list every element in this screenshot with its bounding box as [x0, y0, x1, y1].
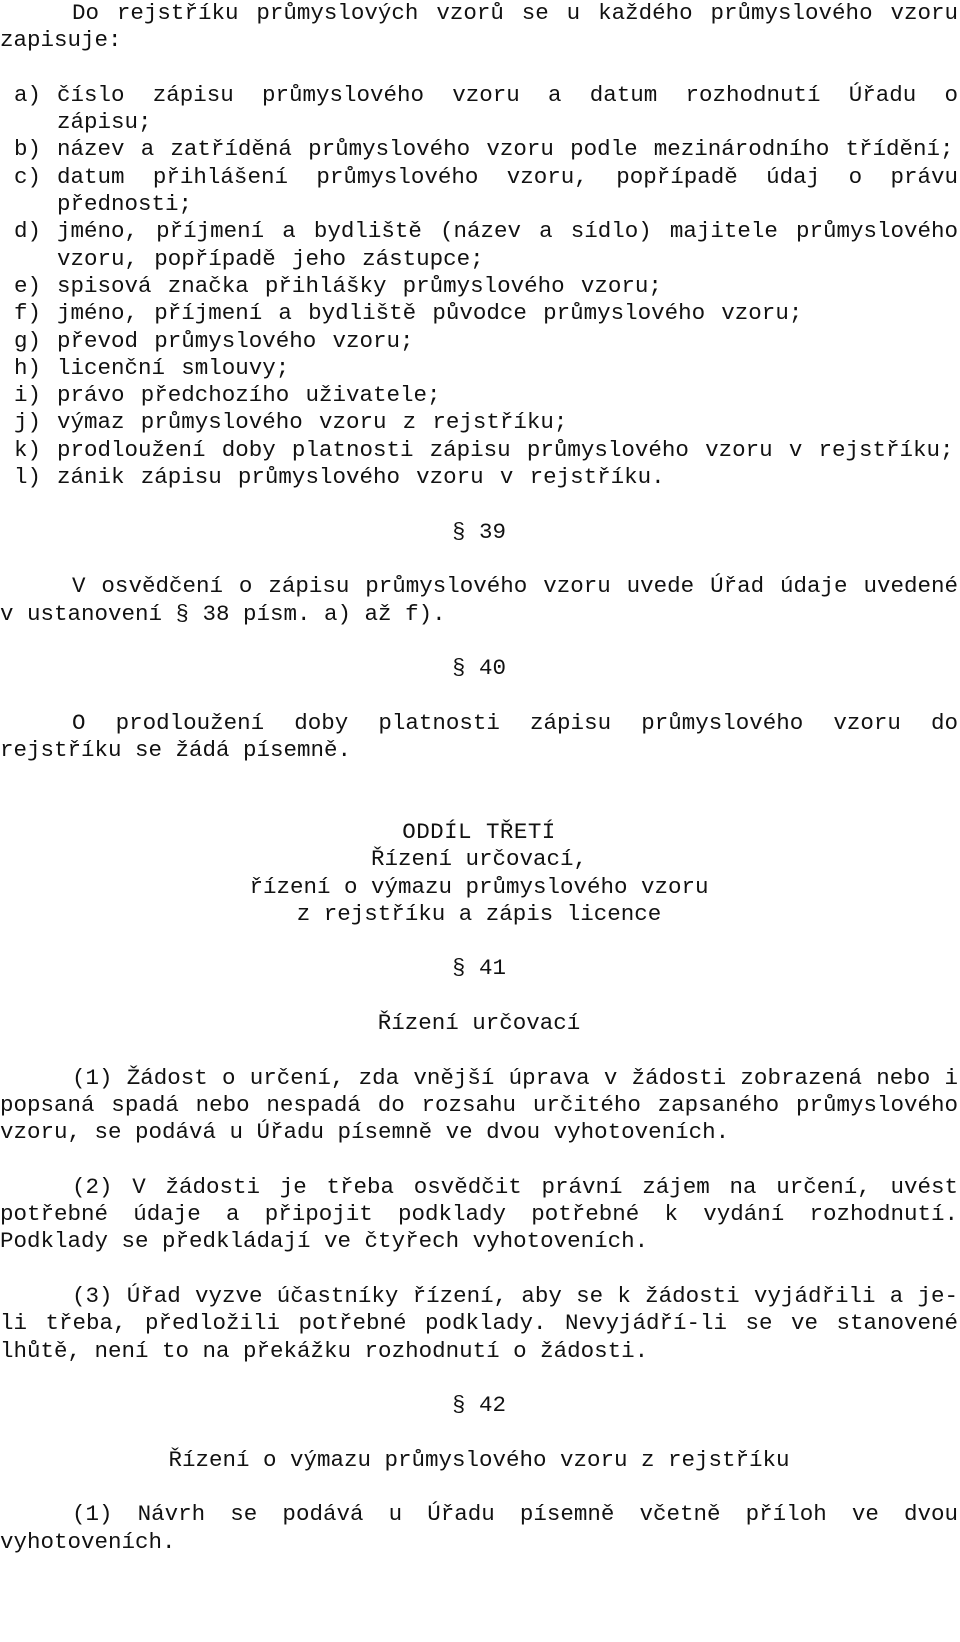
section-39-heading: § 39 [451, 518, 506, 545]
list-item [14, 328, 958, 355]
intro-paragraph: Do rejstříku průmyslových vzorů se u každého průmyslového vzoru zapisuje: [0, 0, 958, 54]
list-item-marker: j) [14, 409, 42, 436]
list-item-text: právo předchozího uživatele; [57, 382, 441, 409]
list-item-marker: l) [14, 464, 42, 491]
section-41-paragraph-3: (3) Úřad vyzve účastníky řízení, aby se k žádosti vyjádřili a je-li třeba, předložili potřebné podklady. Nevyjádří-li se ve stanovené lhůtě, není to na překážku rozhodnutí o žádosti. [0, 1282, 958, 1364]
list-item-text: prodloužení doby platnosti zápisu průmyslového vzoru v rejstříku; [57, 436, 954, 463]
list-item [14, 464, 958, 491]
list-item-marker: f) [14, 300, 42, 327]
list-item-marker: b) [14, 136, 42, 163]
list-item-marker: e) [14, 272, 42, 299]
list-item-text: číslo zápisu průmyslového vzoru a datum rozhodnutí Úřadu o zápisu; [57, 81, 958, 136]
list-item-marker: c) [14, 163, 42, 190]
list-item [14, 437, 958, 464]
section-40-text: O prodloužení doby platnosti zápisu průmyslového vzoru do rejstříku se žádá písemně. [0, 709, 958, 764]
section-39-text: V osvědčení o zápisu průmyslového vzoru uvede Úřad údaje uvedené v ustanovení § 38 písm. a) až f). [0, 573, 958, 627]
list-item [14, 164, 958, 219]
division-label: ODDÍL TŘETÍ [402, 818, 556, 845]
division-title-line: řízení o výmazu průmyslového vzoru [249, 873, 709, 900]
list-item [14, 409, 958, 436]
section-41-paragraph-2: (2) V žádosti je třeba osvědčit právní zájem na určení, uvést potřebné údaje a připojit podklady potřebné k vydání rozhodnutí. Podklady se předkládají ve čtyřech vyhotoveních. [0, 1173, 958, 1255]
list-item [14, 273, 958, 300]
list-item [14, 82, 958, 137]
list-item [14, 136, 958, 163]
list-item-text: jméno, příjmení a bydliště (název a sídlo) majitele průmyslového vzoru, popřípadě jeho zástupce; [57, 218, 958, 272]
list-item-text: spisová značka přihlášky průmyslového vzoru; [57, 272, 662, 299]
list-item-text: datum přihlášení průmyslového vzoru, popřípadě údaj o právu přednosti; [57, 163, 958, 218]
list-item-text: jméno, příjmení a bydliště původce průmyslového vzoru; [57, 300, 803, 327]
list-item [14, 355, 958, 382]
list-item-marker: h) [14, 354, 42, 381]
section-42-heading: § 42 [451, 1392, 506, 1419]
register-items-list [0, 82, 958, 491]
list-item-marker: d) [14, 218, 42, 245]
list-item-text: název a zatříděná průmyslového vzoru podle mezinárodního třídění; [57, 136, 954, 163]
list-item [14, 300, 958, 327]
division-title-line: Řízení určovací, [370, 846, 588, 873]
list-item-marker: a) [14, 81, 42, 108]
list-item-marker: i) [14, 382, 42, 409]
division-title-line: z rejstříku a zápis licence [296, 900, 662, 927]
section-42-title: Řízení o výmazu průmyslového vzoru z rejstříku [168, 1446, 790, 1473]
list-item-text: licenční smlouvy; [57, 354, 290, 381]
section-42-paragraph-1: (1) Návrh se podává u Úřadu písemně včetně příloh ve dvou vyhotoveních. [0, 1501, 958, 1555]
list-item-marker: k) [14, 436, 42, 463]
division-title-block [0, 819, 958, 928]
list-item-marker: g) [14, 327, 42, 354]
list-item-text: převod průmyslového vzoru; [57, 327, 414, 354]
list-item-text: výmaz průmyslového vzoru z rejstříku; [57, 409, 568, 436]
section-40-heading: § 40 [451, 655, 506, 682]
section-41-title: Řízení určovací [377, 1009, 581, 1036]
list-item [14, 218, 958, 273]
section-41-heading: § 41 [451, 955, 506, 982]
section-41-paragraph-1: (1) Žádost o určení, zda vnější úprava v žádosti zobrazená nebo i popsaná spadá nebo nespadá do rozsahu určitého zapsaného průmyslového vzoru, se podává u Úřadu písemně ve dvou vyhotoveních. [0, 1064, 958, 1146]
list-item [14, 382, 958, 409]
list-item-text: zánik zápisu průmyslového vzoru v rejstříku. [57, 464, 665, 491]
